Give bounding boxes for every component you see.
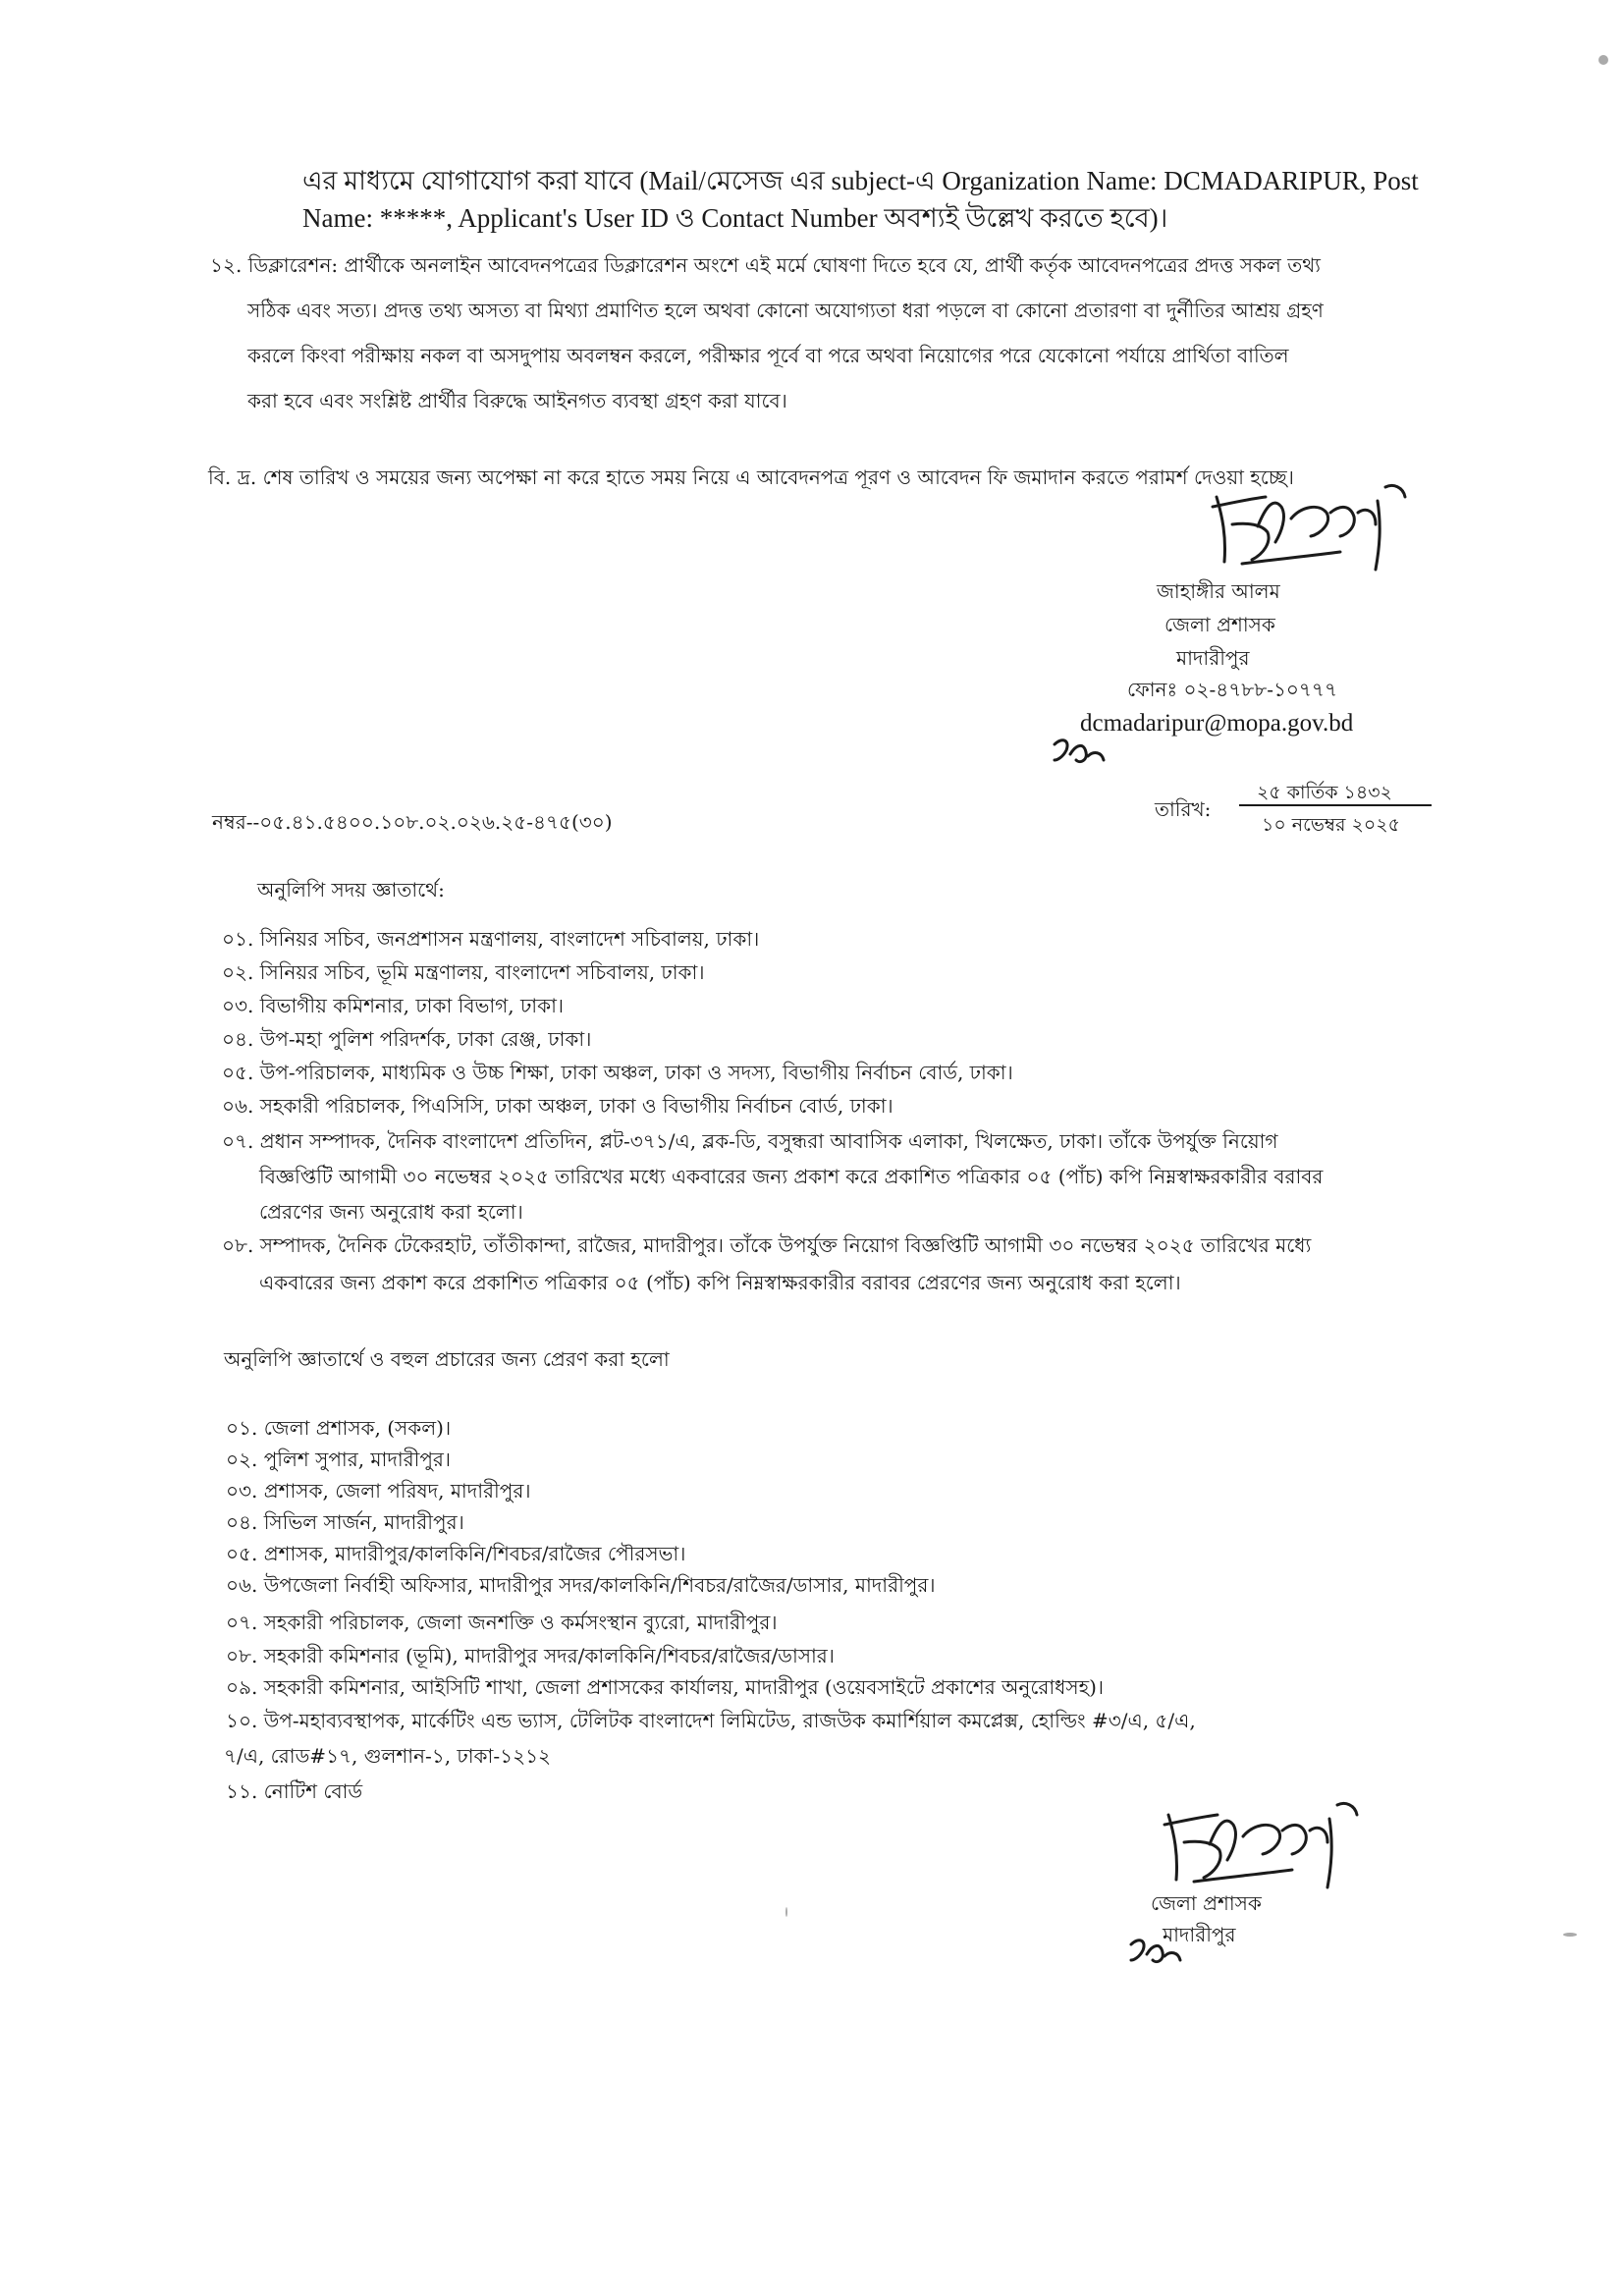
copies-b-item-3: ০৩. প্রশাসক, জেলা পরিষদ, মাদারীপুর। xyxy=(226,1479,531,1503)
copies-b-item-8: ০৮. সহকারী কমিশনার (ভূমি), মাদারীপুর সদর/কালকিনি/শিবচর/রাজৈর/ডাসার। xyxy=(226,1644,835,1667)
copies-b-item-6: ০৬. উপজেলা নির্বাহী অফিসার, মাদারীপুর সদর/কালকিনি/শিবচর/রাজৈর/ডাসার, মাদারীপুর। xyxy=(226,1573,936,1597)
clause11-line1: এর মাধ্যমে যোগাযোগ করা যাবে (Mail/মেসেজ এর subject-এ Organization Name: DCMADARIPUR, Post xyxy=(302,166,1419,195)
signature-image-2 xyxy=(1155,1785,1361,1903)
scan-speck xyxy=(1598,55,1608,65)
copies-b-heading: অনুলিপি জ্ঞাতার্থে ও বহুল প্রচারের জন্য প্রেরণ করা হলো xyxy=(224,1347,670,1371)
copies-a-item-7-line3: প্রেরণের জন্য অনুরোধ করা হলো। xyxy=(259,1200,523,1224)
signatory2-district: মাদারীপুর xyxy=(1163,1923,1236,1946)
copies-b-item-4: ০৪. সিভিল সার্জন, মাদারীপুর। xyxy=(226,1510,464,1534)
signatory-title: জেলা প্রশাসক xyxy=(1164,613,1275,636)
signatory-email: dcmadaripur@mopa.gov.bd xyxy=(1080,710,1354,737)
date-bangla: ২৫ কার্তিক ১৪৩২ xyxy=(1257,782,1392,803)
signatory-name: জাহাঙ্গীর আলম xyxy=(1157,579,1280,603)
copies-b-item-10-line2: ৭/এ, রোড#১৭, গুলশান-১, ঢাকা-১২১২ xyxy=(224,1744,552,1768)
copies-a-item-3: ০৩. বিভাগীয় কমিশনার, ঢাকা বিভাগ, ঢাকা। xyxy=(222,994,565,1017)
initials-mark-1 xyxy=(1049,731,1108,770)
initials-mark-2 xyxy=(1125,1931,1184,1970)
copies-a-item-8-line2: একবারের জন্য প্রকাশ করে প্রকাশিত পত্রিকার ০৫ (পাঁচ) কপি নিম্নস্বাক্ষরকারীর বরাবর প্রেরণের জন্য অনুরোধ করা হলো। xyxy=(259,1271,1181,1294)
copies-b-item-2: ০২. পুলিশ সুপার, মাদারীপুর। xyxy=(226,1448,452,1471)
memo-number: নম্বর--০৫.৪১.৫৪০০.১০৮.০২.০২৬.২৫-৪৭৫(৩০) xyxy=(212,810,613,834)
signature-image-1 xyxy=(1203,467,1409,585)
copies-b-item-1: ০১. জেলা প্রশাসক, (সকল)। xyxy=(226,1416,452,1440)
scan-speck xyxy=(785,1907,787,1917)
clause11-line2: Name: *****, Applicant's User ID ও Contact Number অবশ্যই উল্লেখ করতে হবে)। xyxy=(302,203,1168,233)
date-english: ১০ নভেম্বর ২০২৫ xyxy=(1262,814,1400,836)
copies-a-item-2: ০২. সিনিয়র সচিব, ভূমি মন্ত্রণালয়, বাংলাদেশ সচিবালয়, ঢাকা। xyxy=(222,960,705,984)
clause12-line1: ১২. ডিক্লারেশন: প্রার্থীকে অনলাইন আবেদনপত্রের ডিক্লারেশন অংশে এই মর্মে ঘোষণা দিতে হবে যে, প্রার্থী কর্তৃক আবেদনপত্রের প্রদত্ত সকল তথ্য xyxy=(210,253,1321,277)
copies-a-item-7-line1: ০৭. প্রধান সম্পাদক, দৈনিক বাংলাদেশ প্রতিদিন, প্লট-৩৭১/এ, ব্লক-ডি, বসুন্ধরা আবাসিক এলাকা, খিলক্ষেত, ঢাকা। তাঁকে উপর্যুক্ত নিয়োগ xyxy=(222,1129,1278,1153)
copies-a-item-1: ০১. সিনিয়র সচিব, জনপ্রশাসন মন্ত্রণালয়, বাংলাদেশ সচিবালয়, ঢাকা। xyxy=(222,927,760,951)
clause12-line2: সঠিক এবং সত্য। প্রদত্ত তথ্য অসত্য বা মিথ্যা প্রমাণিত হলে অথবা কোনো অযোগ্যতা ধরা পড়লে বা কোনো প্রতারণা বা দুর্নীতির আশ্রয় গ্রহণ xyxy=(247,299,1324,322)
clause12-line4: করা হবে এবং সংশ্লিষ্ট প্রার্থীর বিরুদ্ধে আইনগত ব্যবস্থা গ্রহণ করা যাবে। xyxy=(247,389,787,412)
copies-a-heading: অনুলিপি সদয় জ্ঞাতার্থে: xyxy=(257,878,445,902)
clause12-line3: করলে কিংবা পরীক্ষায় নকল বা অসদুপায় অবলম্বন করলে, পরীক্ষার পূর্বে বা পরে অথবা নিয়োগের পরে যেকোনো পর্যায়ে প্রার্থিতা বাতিল xyxy=(247,344,1289,367)
signatory-district: মাদারীপুর xyxy=(1176,646,1250,670)
signatory-phone: ফোনঃ ০২-৪৭৮৮-১০৭৭৭ xyxy=(1127,678,1337,701)
copies-b-item-11: ১১. নোটিশ বোর্ড xyxy=(226,1779,363,1803)
date-label: তারিখ: xyxy=(1155,797,1212,821)
scan-speck xyxy=(1563,1933,1577,1937)
signatory2-title: জেলা প্রশাসক xyxy=(1151,1891,1262,1915)
copies-a-item-4: ০৪. উপ-মহা পুলিশ পরিদর্শক, ঢাকা রেঞ্জ, ঢাকা। xyxy=(222,1027,592,1051)
note-paragraph: বি. দ্র. শেষ তারিখ ও সময়ের জন্য অপেক্ষা না করে হাতে সময় নিয়ে এ আবেদনপত্র পূরণ ও আবেদন ফি জমাদান করতে পরামর্শ দেওয়া হচ্ছে। xyxy=(208,465,1294,489)
copies-b-item-9: ০৯. সহকারী কমিশনার, আইসিটি শাখা, জেলা প্রশাসকের কার্যালয়, মাদারীপুর (ওয়েবসাইটে প্রকাশের অনুরোধসহ)। xyxy=(226,1675,1105,1699)
copies-b-item-10-line1: ১০. উপ-মহাব্যবস্থাপক, মার্কেটিং এন্ড ভ্যাস, টেলিটক বাংলাদেশ লিমিটেড, রাজউক কমার্শিয়াল কমপ্লেক্স, হোল্ডিং #৩/এ, ৫/এ, xyxy=(226,1709,1196,1732)
copies-a-item-7-line2: বিজ্ঞপ্তিটি আগামী ৩০ নভেম্বর ২০২৫ তারিখের মধ্যে একবারের জন্য প্রকাশ করে প্রকাশিত পত্রিকার ০৫ (পাঁচ) কপি নিম্নস্বাক্ষরকারীর বরাবর xyxy=(259,1165,1324,1188)
copies-a-item-6: ০৬. সহকারী পরিচালক, পিএসিসি, ঢাকা অঞ্চল, ঢাকা ও বিভাগীয় নির্বাচন বোর্ড, ঢাকা। xyxy=(222,1094,893,1118)
copies-b-item-7: ০৭. সহকারী পরিচালক, জেলা জনশক্তি ও কর্মসংস্থান ব্যুরো, মাদারীপুর। xyxy=(226,1611,778,1634)
date-divider xyxy=(1239,804,1432,806)
copies-b-item-5: ০৫. প্রশাসক, মাদারীপুর/কালকিনি/শিবচর/রাজৈর পৌরসভা। xyxy=(226,1542,686,1565)
copies-a-item-8-line1: ০৮. সম্পাদক, দৈনিক টেকেরহাট, তাঁতীকান্দা, রাজৈর, মাদারীপুর। তাঁকে উপর্যুক্ত নিয়োগ বিজ্ঞপ্তিটি আগামী ৩০ নভেম্বর ২০২৫ তারিখের মধ্যে xyxy=(222,1233,1312,1257)
copies-a-item-5: ০৫. উপ-পরিচালক, মাধ্যমিক ও উচ্চ শিক্ষা, ঢাকা অঞ্চল, ঢাকা ও সদস্য, বিভাগীয় নির্বাচন বোর্ড, ঢাকা। xyxy=(222,1061,1013,1084)
